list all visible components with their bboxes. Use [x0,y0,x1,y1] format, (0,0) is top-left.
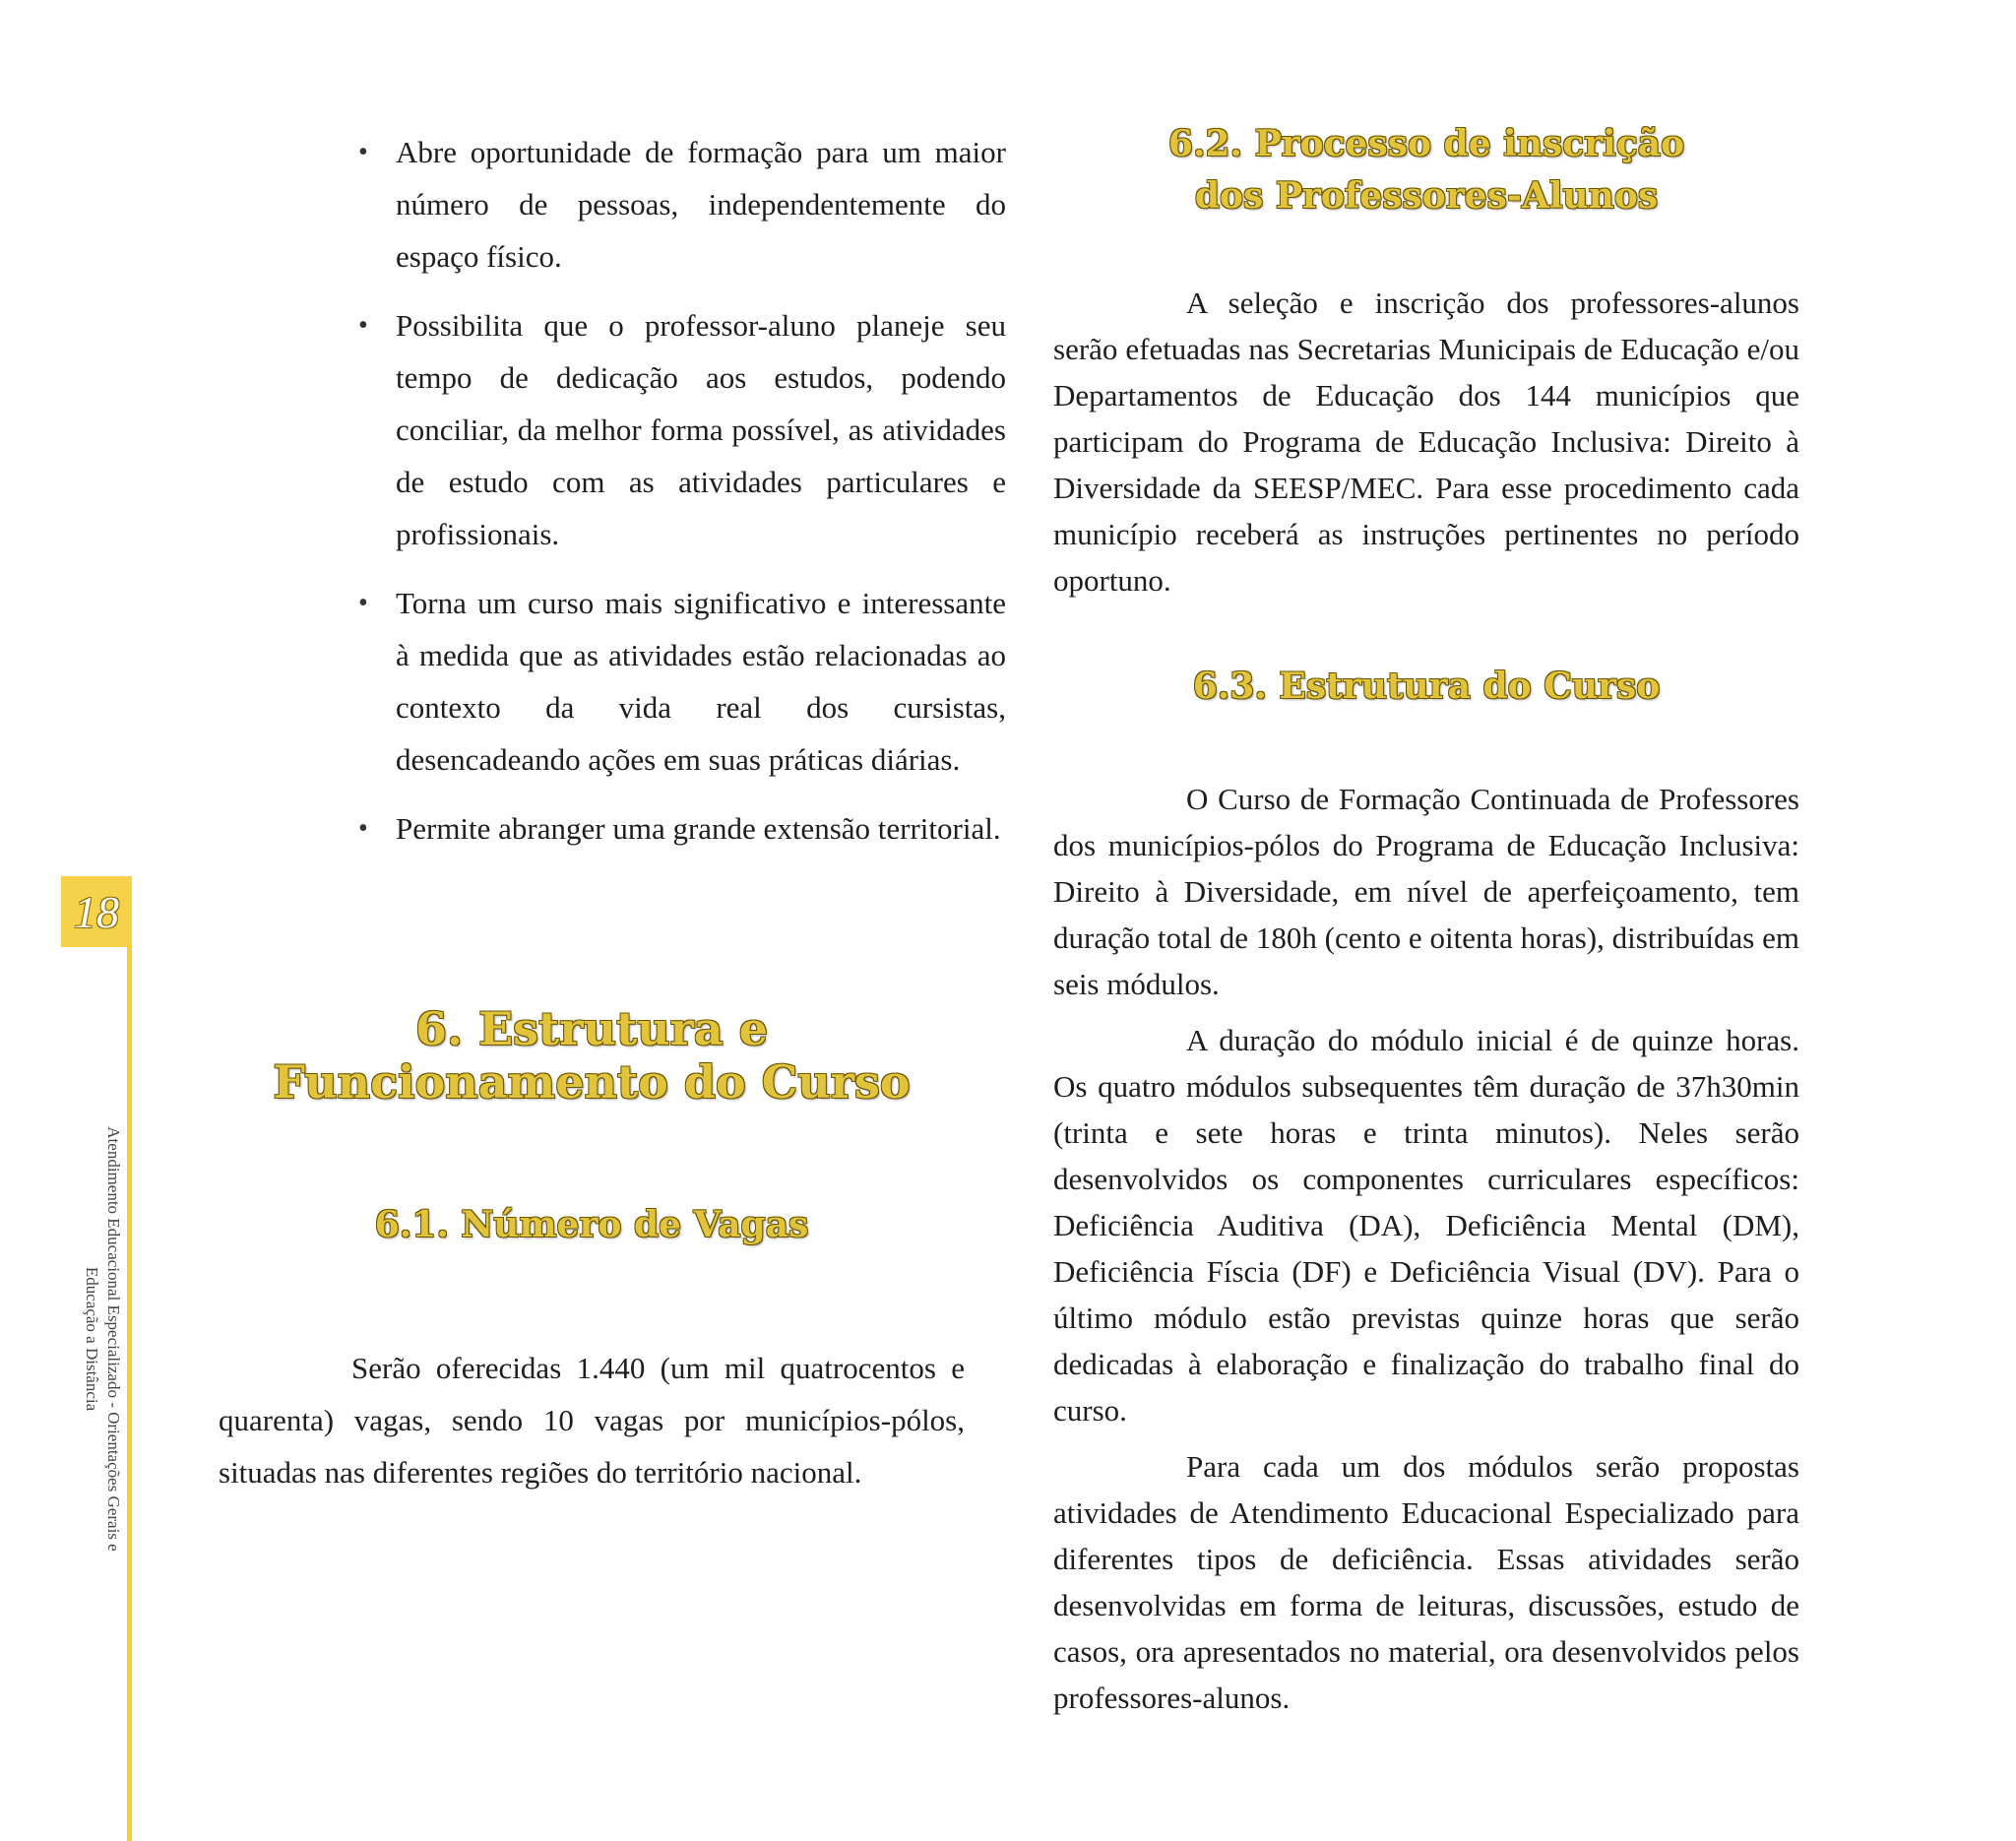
section-6-3-paragraph-1: O Curso de Formação Continuada de Professores dos municípios-pólos do Programa de Educação Inclusiva: Direito à Diversidade, em nível de aperfeiçoamento, tem duração total de 180h (cento e oitenta horas), distribuídas em seis módulos. [1053,782,1799,1001]
list-item [219,299,1006,560]
section-6-1-heading: 6.1. Número de Vagas [374,1204,809,1245]
left-column [219,118,1006,1498]
running-title [69,1063,128,1615]
section-6-2-heading: 6.2. Processo de inscrição dos Professores-Alunos [1167,123,1685,217]
list-item-text: Permite abranger uma grande extensão territorial. [396,811,1001,846]
page-number-badge [61,876,132,947]
section-6-3-paragraph-3: Para cada um dos módulos serão propostas atividades de Atendimento Educacional Especializado para diferentes tipos de deficiência. Essas atividades serão desenvolvidas em forma de leituras, discussões, estudo de casos, ora apresentados no material, ora desenvolvidos pelos professores-alunos. [1053,1449,1799,1715]
section-6-2-text: A seleção e inscrição dos professores-alunos serão efetuadas nas Secretarias Municipais de Educação e/ou Departamentos de Educação dos 144 municípios que participam do Programa de Educação Inclusiva: Direito à Diversidade da SEESP/MEC. Para esse procedimento cada município receberá as instruções pertinentes no período oportuno. [1053,286,1799,598]
section-6-3-paragraph-2: A duração do módulo inicial é de quinze horas. Os quatro módulos subsequentes têm duração de 37h30min (trinta e sete horas e trinta minutos). Neles serão desenvolvidos os componentes curriculares específicos: Deficiência Auditiva (DA), Deficiência Mental (DM), Deficiência Físcia (DF) e Deficiência Visual (DV). Para o último módulo estão previstas quinze horas que serão dedicadas à elaboração e finalização do trabalho final do curso. [1053,1023,1799,1428]
list-item [219,802,1006,855]
list-item-text: Abre oportunidade de formação para um maior número de pessoas, independentemente do espaço físico. [396,135,1006,274]
bullet-icon: • [358,137,368,167]
section-6-3-heading: 6.3. Estrutura do Curso [1192,666,1661,707]
right-column [1053,118,1799,1721]
bullet-icon: • [358,588,368,618]
section-6-1-text: Serão oferecidas 1.440 (um mil quatrocentos e quarenta) vagas, sendo 10 vagas por municípios-pólos, situadas nas diferentes regiões do território nacional. [219,1351,965,1490]
bullet-icon: • [358,813,368,844]
list-item-text: Torna um curso mais significativo e interessante à medida que as atividades estão relacionadas ao contexto da vida real dos cursistas, desencadeando ações em suas práticas diárias. [396,586,1006,777]
benefits-list [219,126,1006,855]
list-item [219,577,1006,786]
bullet-icon: • [358,310,368,341]
list-item [219,126,1006,283]
running-title-line-2: Educação a Distância [83,1266,101,1412]
list-item-text: Possibilita que o professor-aluno planeje seu tempo de dedicação aos estudos, podendo conciliar, da melhor forma possível, as atividades de estudo com as atividades particulares e profissionais. [396,308,1006,551]
section-6-heading: 6. Estrutura e Funcionamento do Curso [273,1002,911,1109]
page-number: 18 [74,886,119,937]
running-title-line-1: Atendimento Educacional Especializado - Orientações Gerais e [104,1126,123,1552]
